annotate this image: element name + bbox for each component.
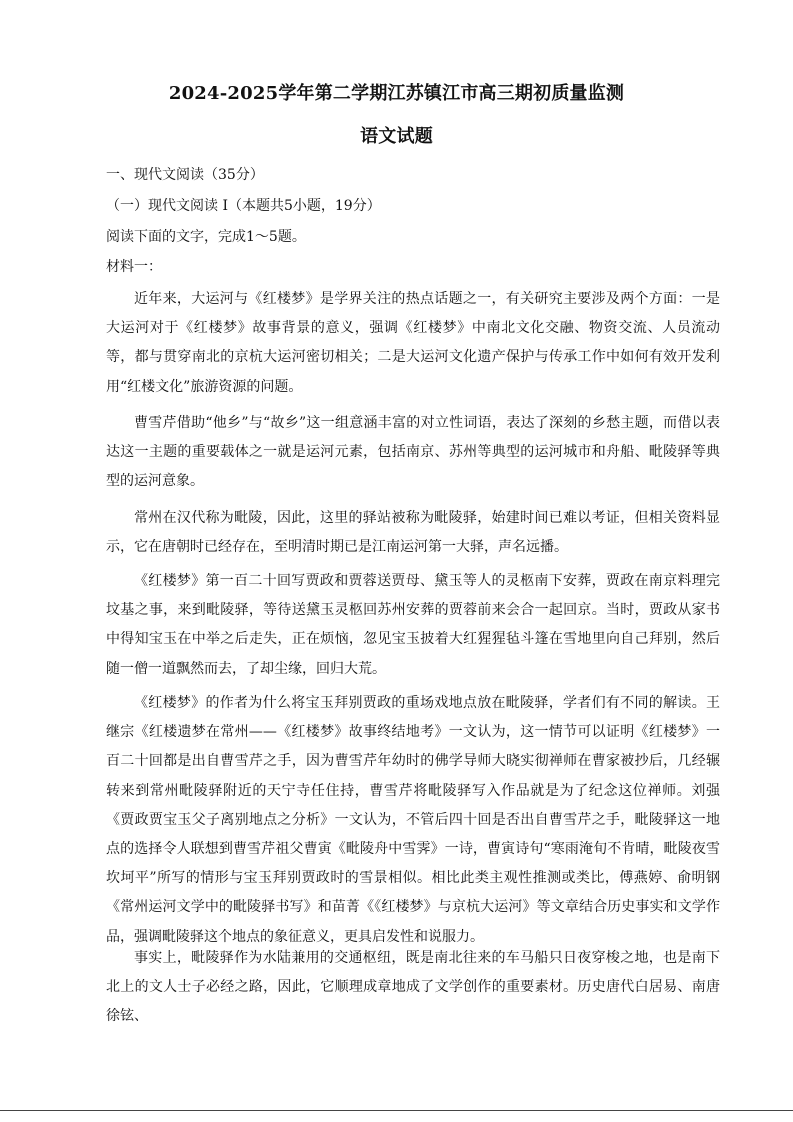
paragraph-5 (106, 689, 720, 952)
subsection-heading: （一）现代文阅读 I（本题共5小题，19分） (106, 198, 381, 214)
paragraph-text: 《红楼梦》的作者为什么将宝玉拜别贾政的重场戏地点放在毗陵驿，学者们有不同的解读。王继宗《红楼遗梦在常州——《红楼梦》故事终结地考》一文认为，这一情节可以证明《红楼梦》一百二十回都是出自曹雪芹之手，因为曹雪芹年幼时的佛学导师大晓实彻禅师在曹家被抄后，几经辗转来到常州毗陵驿附近的天宁寺任住持，曹雪芹将毗陵驿写入作品就是为了纪念这位禅师。刘强《贾政贾宝玉父子离别地点之分析》一文认为，不管后四十回是否出自曹雪芹之手，毗陵驿这一地点的选择令人联想到曹雪芹祖父曹寅《毗陵舟中雪霁》一诗，曹寅诗句“寒雨淹旬不肯晴，毗陵夜雪坎坷平”所写的情形与宝玉拜别贾政时的雪景相似。相比此类主观性推测或类比，傅燕婷、俞明钢《常州运河文学中的毗陵驿书写》和苗菁《《红楼梦》与京杭大运河》等文章结合历史事实和文学作品，强调毗陵驿这个地点的象征意义，更具启发性和说服力。 (106, 695, 720, 945)
paragraph-4 (106, 567, 720, 684)
paragraph-6 (106, 944, 720, 1032)
material-label: 材料一： (106, 259, 162, 275)
paragraph-3 (106, 504, 720, 562)
paragraph-text: 常州在汉代称为毗陵，因此，这里的驿站被称为毗陵驿，始建时间已难以考证，但相关资料显示，它在唐朝时已经存在，至明清时期已是江南运河第一大驿，声名远播。 (106, 510, 720, 556)
paragraph-text: 曹雪芹借助“他乡”与“故乡”这一组意涵丰富的对立性词语，表达了深刻的乡愁主题，而借以表达这一主题的重要载体之一就是运河元素，包括南京、苏州等典型的运河城市和舟船、毗陵驿等典型的运河意象。 (106, 415, 720, 490)
paragraph-1 (106, 285, 720, 402)
paragraph-text: 《红楼梦》第一百二十回写贾政和贾蓉送贾母、黛玉等人的灵柩南下安葬，贾政在南京料理完坟基之事，来到毗陵驿，等待送黛玉灵柩回苏州安葬的贾蓉前来会合一起回京。当时，贾政从家书中得知宝玉在中举之后走失，正在烦恼，忽见宝玉披着大红猩猩毡斗篷在雪地里向自己拜别，然后随一僧一道飘然而去，了却尘缘，回归大荒。 (106, 573, 720, 677)
page-bottom-rule (0, 1110, 793, 1111)
paragraph-2 (106, 409, 720, 497)
reading-instruction: 阅读下面的文字，完成1～5题。 (106, 229, 306, 245)
subject-title: 语文试题 (360, 126, 433, 147)
exam-title: 2024-2025学年第二学期江苏镇江市高三期初质量监测 (168, 83, 625, 104)
paragraph-text: 事实上，毗陵驿作为水陆兼用的交通枢纽，既是南北往来的车马船只日夜穿梭之地，也是南下北上的文人士子必经之路，因此，它顺理成章地成了文学创作的重要素材。历史唐代白居易、南唐徐铉、 (106, 950, 720, 1025)
section-heading: 一、现代文阅读（35分） (106, 167, 264, 183)
paragraph-text: 近年来，大运河与《红楼梦》是学界关注的热点话题之一，有关研究主要涉及两个方面：一是大运河对于《红楼梦》故事背景的意义，强调《红楼梦》中南北文化交融、物资交流、人员流动等，都与贯穿南北的京杭大运河密切相关；二是大运河文化遗产保护与传承工作中如何有效开发利用“红楼文化”旅游资源的问题。 (106, 291, 720, 395)
